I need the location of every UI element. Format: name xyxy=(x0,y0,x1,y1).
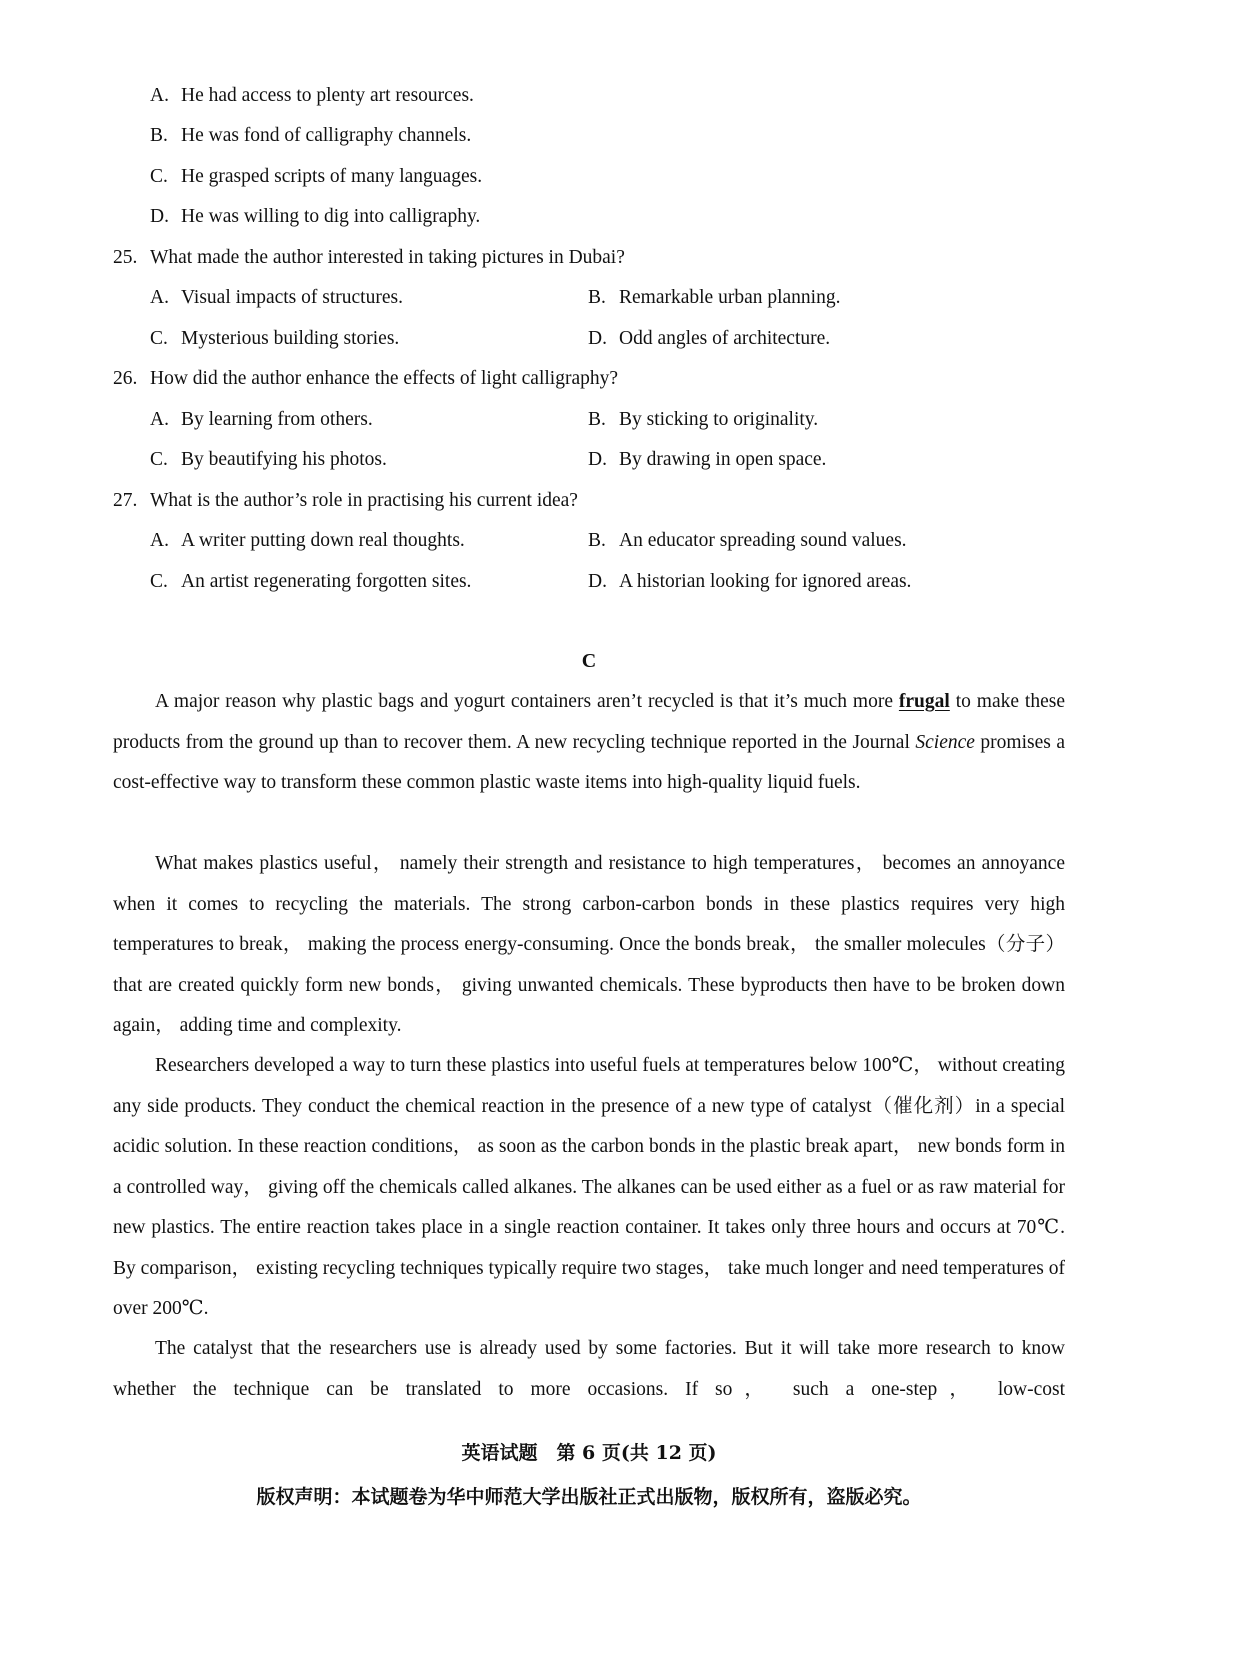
question-number: 26. xyxy=(113,368,138,389)
passage-c-paragraph-1 xyxy=(113,682,1065,804)
p1-text-after: promises a cost-effective way to transform these common plastic waste items into high-quality liquid fuels. xyxy=(113,731,1065,793)
q26-option-d xyxy=(588,448,826,472)
question-27 xyxy=(113,489,578,513)
question-25 xyxy=(113,246,625,270)
option-label: A. xyxy=(150,85,169,106)
q27-option-b xyxy=(588,529,907,553)
question-26 xyxy=(113,367,618,391)
option-label: C. xyxy=(150,328,168,349)
option-label: C. xyxy=(150,166,168,187)
q24-option-c xyxy=(150,165,482,189)
option-label: B. xyxy=(150,125,168,146)
p4-text: The catalyst that the researchers use is already used by some factories. But it will take more research to know whether the technique can be translated to more occasions. If so， such a one-step， low-cost xyxy=(113,1338,1065,1400)
option-label: D. xyxy=(588,571,607,592)
option-text: An artist regenerating forgotten sites. xyxy=(181,571,472,592)
passage-c-paragraph-2 xyxy=(113,844,1065,1047)
option-label: B. xyxy=(588,530,606,551)
q26-option-b xyxy=(588,408,818,432)
p2-text: What makes plastics useful， namely their strength and resistance to high temperatures， becomes an annoyance when it comes to recycling the materials. The strong carbon-carbon bonds in these plastics requires very high temperatures to break， making the process energy-consuming. Once the bonds break， the smaller molecules（分子）that are created quickly form new bonds， giving unwanted chemicals. These byproducts then have to be broken down again， adding time and complexity. xyxy=(113,853,1065,1036)
option-text: A historian looking for ignored areas. xyxy=(619,571,912,592)
p3-text: Researchers developed a way to turn these plastics into useful fuels at temperatures below 100℃， without creating any side products. They conduct the chemical reaction in the presence of a new type of catalyst（催化剂）in a special acidic solution. In these reaction conditions， as soon as the carbon bonds in the plastic break apart， new bonds form in a controlled way， giving off the chemicals called alkanes. The alkanes can be used either as a fuel or as raw material for new plastics. The entire reaction takes place in a single reaction container. It takes only three hours and occurs at 70℃. By comparison， existing recycling techniques typically require two stages， take much longer and need temperatures of over 200℃. xyxy=(113,1055,1065,1319)
passage-c-paragraph-3 xyxy=(113,1046,1065,1330)
copyright-notice: 版权声明：本试题卷为华中师范大学出版社正式出版物，版权所有，盗版必究。 xyxy=(256,1486,922,1508)
option-label: D. xyxy=(588,449,607,470)
question-number: 25. xyxy=(113,247,138,268)
option-text: He had access to plenty art resources. xyxy=(181,85,474,106)
question-number: 27. xyxy=(113,490,138,511)
q26-option-a xyxy=(150,408,373,432)
option-label: C. xyxy=(150,449,168,470)
q24-option-a xyxy=(150,84,474,108)
option-label: B. xyxy=(588,287,606,308)
option-label: D. xyxy=(588,328,607,349)
q25-option-d xyxy=(588,327,830,351)
p1-text-middle: to make these products from the ground up than to recover them. A new recycling technique reported in the Journal xyxy=(113,691,1066,753)
option-text: An educator spreading sound values. xyxy=(619,530,907,551)
option-text: By beautifying his photos. xyxy=(181,449,387,470)
option-label: A. xyxy=(150,287,169,308)
option-text: Remarkable urban planning. xyxy=(619,287,841,308)
option-text: A writer putting down real thoughts. xyxy=(181,530,465,551)
option-text: He was fond of calligraphy channels. xyxy=(181,125,472,146)
p1-text-before: A major reason why plastic bags and yogurt containers aren’t recycled is that it’s much more xyxy=(155,691,899,712)
q27-option-c xyxy=(150,570,471,594)
q24-option-d xyxy=(150,205,480,229)
underlined-keyword: frugal xyxy=(898,691,950,712)
option-text: By learning from others. xyxy=(181,409,373,430)
q27-option-a xyxy=(150,529,465,553)
option-text: Odd angles of architecture. xyxy=(619,328,831,349)
option-label: B. xyxy=(588,409,606,430)
option-text: Visual impacts of structures. xyxy=(181,287,403,308)
option-text: By sticking to originality. xyxy=(619,409,819,430)
q27-option-d xyxy=(588,570,911,594)
option-label: A. xyxy=(150,530,169,551)
journal-name: Science xyxy=(915,731,975,753)
passage-c-paragraph-4 xyxy=(113,1329,1065,1410)
q24-option-b xyxy=(150,124,471,148)
question-text: What is the author’s role in practising his current idea? xyxy=(150,490,578,511)
option-text: By drawing in open space. xyxy=(619,449,827,470)
page-number-footer: 英语试题 第 6 页(共 12 页) xyxy=(461,1442,717,1464)
option-label: C. xyxy=(150,571,168,592)
question-text: What made the author interested in taking pictures in Dubai? xyxy=(150,247,625,268)
option-text: Mysterious building stories. xyxy=(181,328,400,349)
option-text: He was willing to dig into calligraphy. xyxy=(181,206,481,227)
q25-option-a xyxy=(150,286,403,310)
q25-option-c xyxy=(150,327,399,351)
q25-option-b xyxy=(588,286,840,310)
option-text: He grasped scripts of many languages. xyxy=(181,166,483,187)
q26-option-c xyxy=(150,448,387,472)
option-label: A. xyxy=(150,409,169,430)
question-text: How did the author enhance the effects of light calligraphy? xyxy=(150,368,619,389)
passage-c-title: C xyxy=(581,650,597,672)
option-label: D. xyxy=(150,206,169,227)
